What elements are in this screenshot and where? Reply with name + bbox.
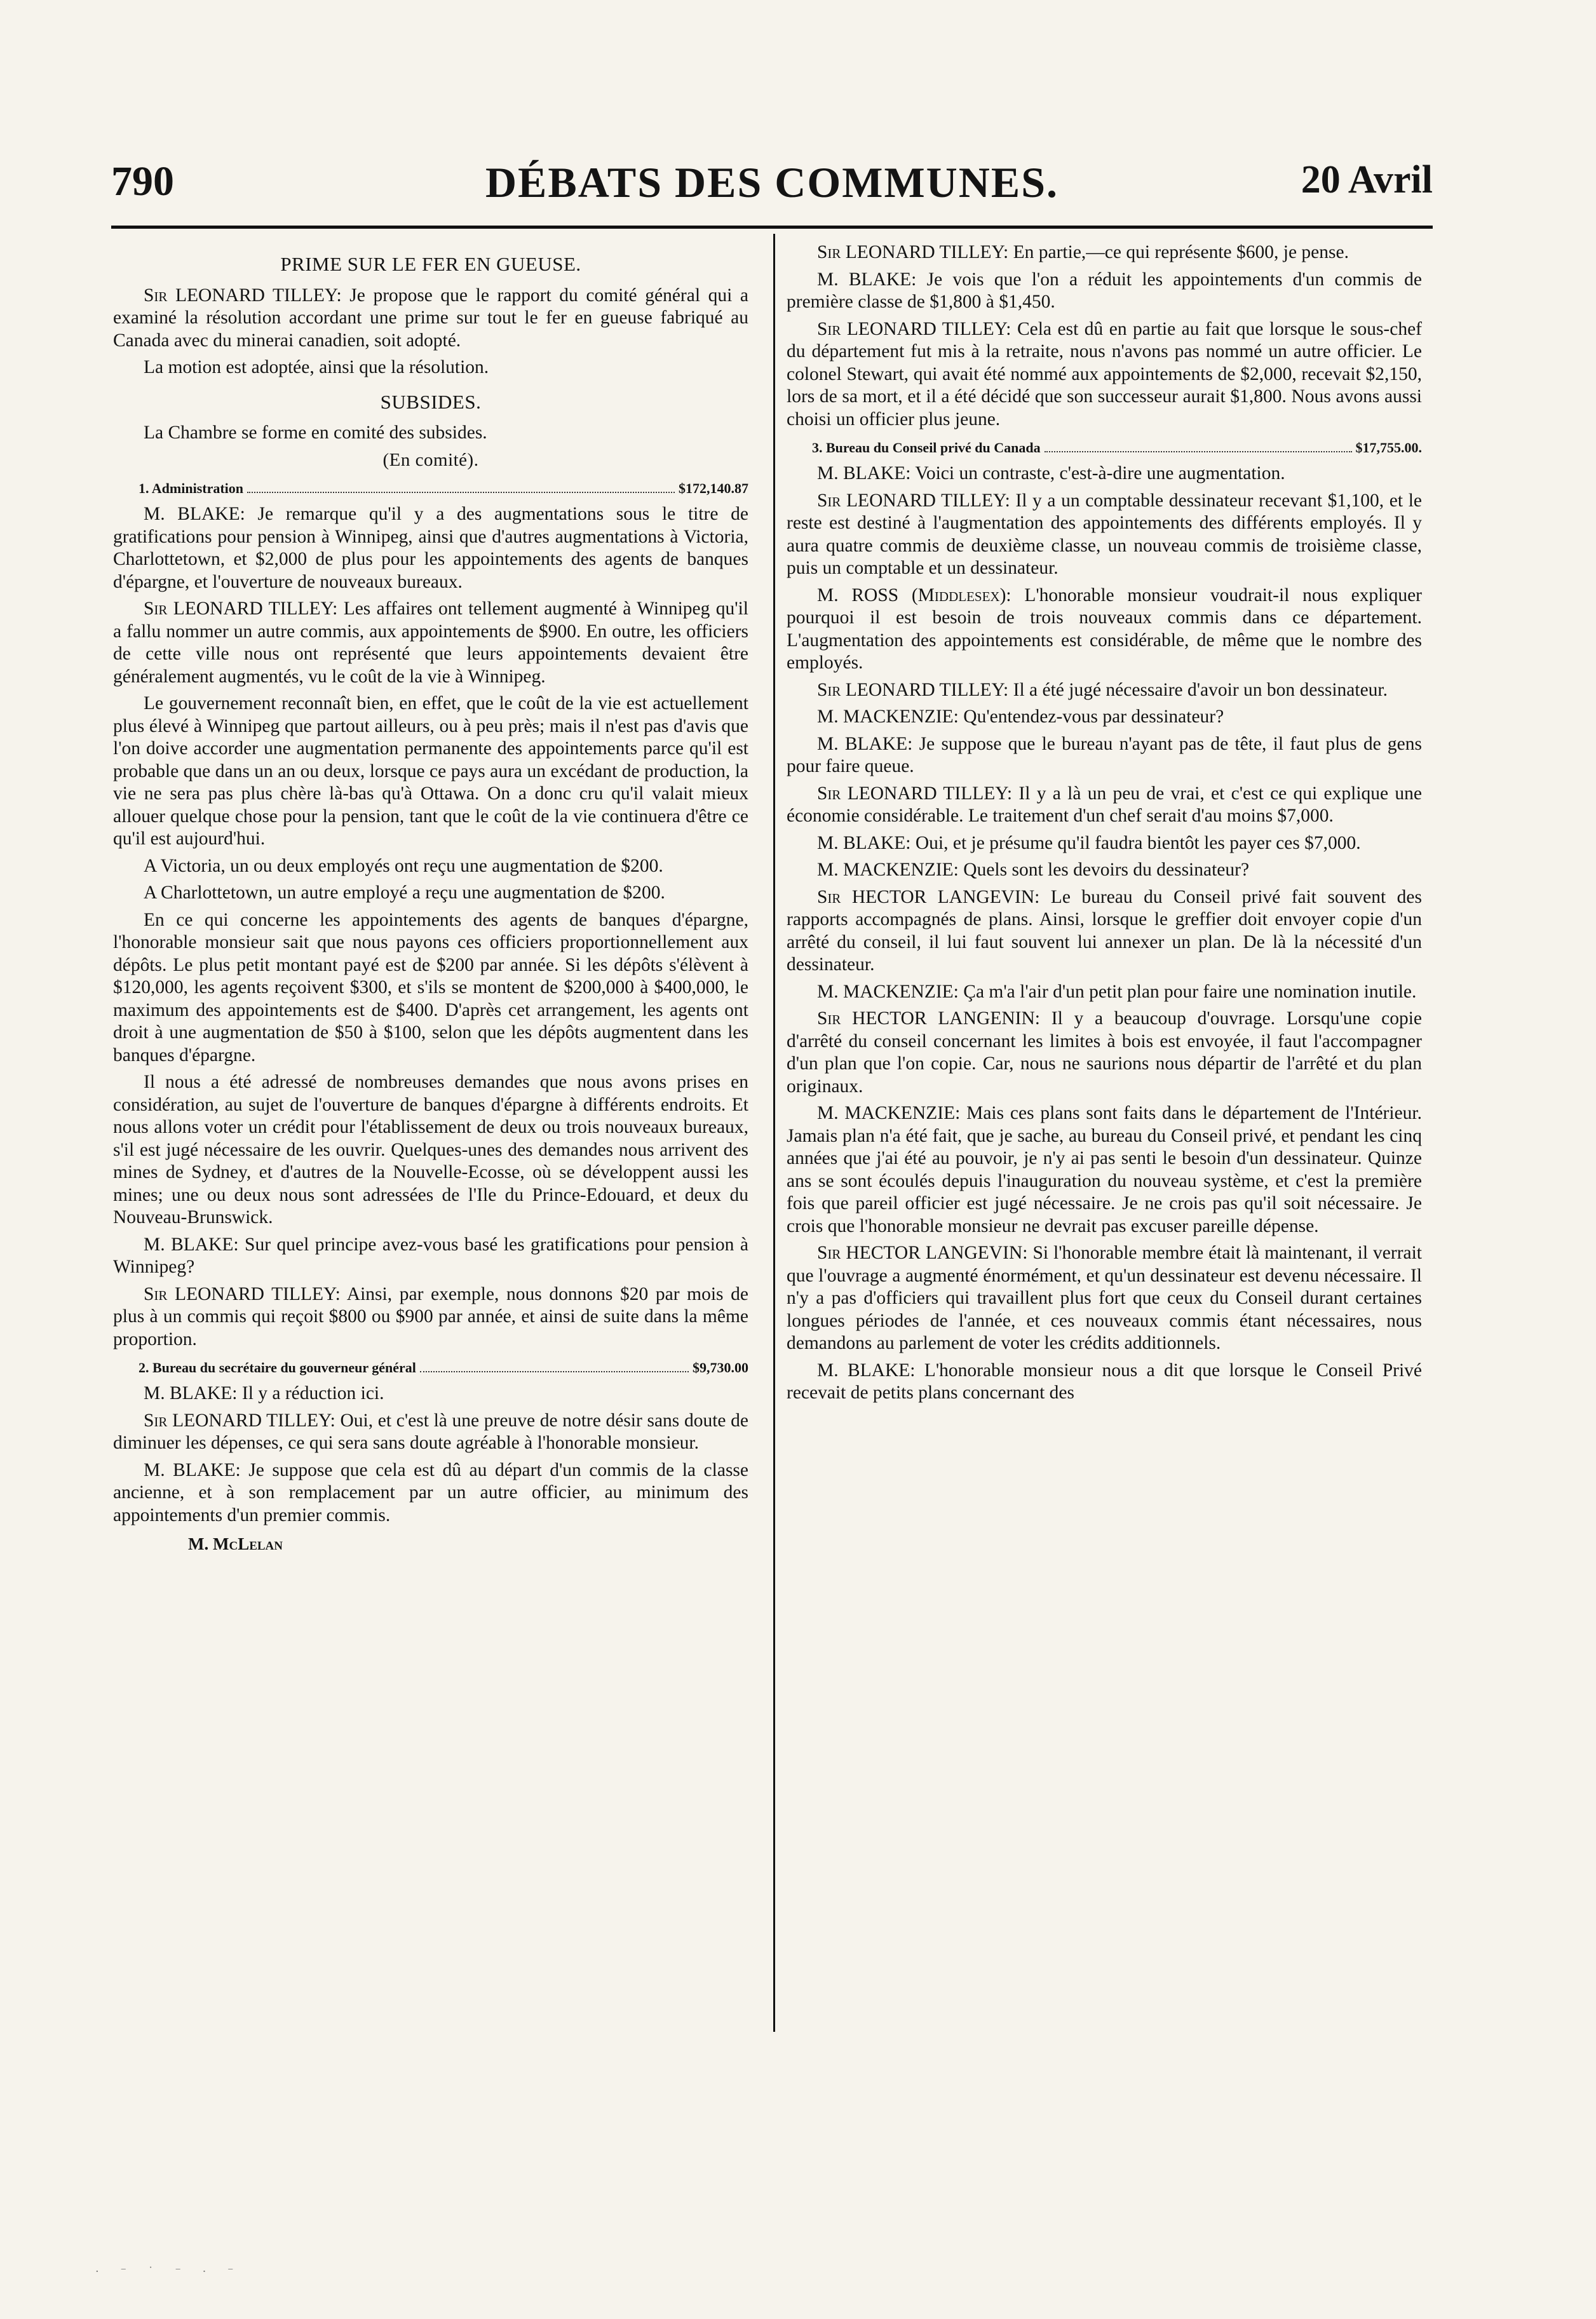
paragraph: Le gouvernement reconnaît bien, en effet, que le coût de la vie est actuellement plus élevé à Winnipeg que partout ailleurs, ou à peu près; mais il n'est pas d'avis que l'on doive accorder une augmentation permanente des appointements parce qu'il est probable que dans un an ou deux, lorsque ce pays aura un excédant de production, la vie ne sera pas plus chère là-bas qu'à Ottawa. On a donc cru qu'il valait mieux allouer quelque chose pour la pension, tant que le coût de la vie continuera d'être ce qu'il est aujourd'hui. (113, 693, 748, 849)
speaker-name: Sir LEONARD TILLEY: (144, 285, 342, 306)
budget-item-label: 1. Administration (139, 480, 244, 496)
paragraph (113, 503, 748, 593)
speech-text: Ainsi, par exemple, nous donnons $20 par mois de plus à un commis qui reçoit $800 ou $900 par année, et ainsi de suite dans la même proportion. (113, 1283, 749, 1349)
leader-dots (1045, 438, 1352, 452)
budget-item-amount: $9,730.00 (693, 1360, 748, 1376)
speech-text: Oui, et je présume qu'il faudra bientôt les payer ces $7,000. (910, 832, 1361, 853)
paragraph (787, 783, 1422, 828)
header-rule (111, 226, 1433, 229)
speaker-name: M. BLAKE: (817, 269, 917, 290)
paragraph (113, 1410, 748, 1455)
paragraph (787, 1360, 1422, 1405)
paragraph: A Charlottetown, un autre employé a reçu une augmentation de $200. (144, 882, 665, 903)
speech-text: Il y a là un peu de vrai, et c'est ce qui explique une économie considérable. Le traitement d'un chef serait d'au moins $7,000. (787, 783, 1423, 826)
speaker-name: Sir HECTOR LANGENIN: (817, 1008, 1040, 1029)
budget-item (812, 438, 1422, 457)
speaker-name: Sir LEONARD TILLEY: (817, 242, 1009, 262)
paragraph (787, 886, 1422, 977)
speech-text: En partie,—ce qui représente $600, je pense. (1008, 242, 1349, 262)
speaker-name: Sir LEONARD TILLEY: (817, 679, 1009, 700)
page-number: 790 (111, 158, 174, 205)
speech-text: Il y a un comptable dessinateur recevant $1,100, et le reste est destiné à l'augmentation des appointements des différents employés. Il y aura quatre commis de deuxième classe, un nouveau commis de troisième classe, puis un comptable et un dessinateur. (787, 490, 1422, 578)
speech-text: L'honorable monsieur nous a dit que lorsque le Conseil Privé recevait de petits plans concernant des (787, 1360, 1423, 1403)
speaker-name: Sir LEONARD TILLEY: (144, 1283, 341, 1304)
page-title: DÉBATS DES COMMUNES. (485, 158, 1059, 206)
speech-text: Il y a beaucoup d'ouvrage. Lorsqu'une copie d'arrêté du conseil concernant les limites à bois est envoyée, il faut l'accompagner d'un plan que l'on copie. Car, nous ne saurions nous départir de l'arrêté et du plan originaux. (787, 1008, 1423, 1097)
speech-text: Sur quel principe avez-vous basé les gratifications pour pension à Winnipeg? (113, 1234, 748, 1277)
paragraph (787, 859, 1422, 882)
speaker-name: M. BLAKE: (817, 832, 911, 853)
speaker-name: M. MACKENZIE: (817, 707, 959, 727)
paragraph (787, 318, 1422, 431)
paragraph: Il nous a été adressé de nombreuses demandes que nous avons prises en considération, au sujet de l'ouverture de banques d'épargne à différents endroits. Et nous allons voter un crédit pour l'établissement de deux ou trois nouveaux bureaux, s'il est jugé nécessaire de les ouvrir. Quelques-unes des demandes nous arrivent des mines de Sydney, et d'autres de la Nouvelle-Ecosse, où se développent aussi les mines; une ou deux nous sont adressées de l'Ile du Prince-Edouard, et deux du Nouveau-Brunswick. (113, 1072, 748, 1227)
speaker-name: Sir HECTOR LANGEVIN: (817, 1243, 1028, 1263)
speech-text: L'honorable monsieur voudrait-il nous expliquer pourquoi il est besoin de trois nouveaux commis dans ce département. L'augmentation des appointements est considérable, de même que le nombre des employés. (787, 585, 1422, 673)
page-header (111, 158, 1433, 221)
speaker-name: Sir LEONARD TILLEY: (144, 598, 338, 619)
speech-text: Je suppose que cela est dû au départ d'un commis de la classe ancienne, et à son remplacement par un autre officier, au minimum des appointements d'un premier commis. (113, 1459, 748, 1525)
leader-dots (247, 479, 675, 493)
paragraph (113, 1383, 748, 1405)
speech-text: Qu'entendez-vous par dessinateur? (958, 707, 1224, 727)
speaker-name: M. BLAKE: (144, 504, 245, 524)
speech-text: Ça m'a l'air d'un petit plan pour faire une nomination inutile. (958, 981, 1417, 1002)
speech-text: Oui, et c'est là une preuve de notre désir sans doute de diminuer les dépenses, ce qui sera sans doute agréable à l'honorable monsieur. (113, 1410, 748, 1453)
speech-text: Voici un contraste, c'est-à-dire une augmentation. (910, 463, 1285, 483)
paragraph (787, 269, 1422, 314)
print-specks: · ⁻ ˙ ⁻ · ⁻ (95, 2265, 243, 2278)
speaker-name: M. BLAKE: (144, 1234, 239, 1255)
speaker-name: Sir LEONARD TILLEY: (817, 318, 1011, 339)
speech-text: Les affaires ont tellement augmenté à Winnipeg qu'il a fallu nommer un autre commis, aux appointements de $900. En outre, les officiers de cette ville nous ont représenté que leurs appointements devaient être généralement augmentés, vu le coût de la vie à Winnipeg. (113, 598, 748, 687)
budget-item-label: 2. Bureau du secrétaire du gouverneur général (139, 1360, 416, 1376)
speaker-name: M. BLAKE: (817, 733, 913, 754)
paragraph (113, 598, 748, 688)
paragraph (787, 241, 1422, 264)
left-column (113, 241, 748, 1556)
catchword: M. McLelan (188, 1534, 283, 1553)
speech-text: Je vois que l'on a réduit les appointements d'un commis de première classe de $1,800 à $1,450. (787, 269, 1422, 312)
paragraph (787, 706, 1422, 729)
paragraph (113, 285, 748, 353)
speech-text: Je remarque qu'il y a des augmentations sous le titre de gratifications pour pension à Winnipeg, ainsi que d'autres augmentations à Victoria, Charlottetown, et $2,000 de plus pour les appointements des agents de banques d'épargne, et l'ouverture de nouveaux bureaux. (113, 504, 748, 592)
speech-text: Cela est dû en partie au fait que lorsque le sous-chef du département fut mis à la retraite, nous n'avons pas nommé un autre officier. Le colonel Stewart, qui avait été nommé aux appointements de $2,000, recevait $2,150, lors de sa mort, et il a été décidé que son successeur aurait $1,800. Nous avons aussi choisi un officier plus jeune. (787, 318, 1423, 429)
speaker-name: M. MACKENZIE: (817, 1103, 961, 1123)
paragraph: La motion est adoptée, ainsi que la résolution. (144, 357, 489, 377)
speaker-name: M. BLAKE: (817, 463, 911, 483)
paragraph: La Chambre se forme en comité des subsides. (144, 423, 487, 443)
speaker-name: Sir HECTOR LANGEVIN: (817, 886, 1040, 907)
speaker-name: M. BLAKE: (817, 1360, 916, 1381)
speaker-name: M. MACKENZIE: (817, 860, 959, 880)
budget-item (139, 479, 748, 498)
speech-text: Il a été jugé nécessaire d'avoir un bon dessinateur. (1008, 679, 1388, 700)
paragraph (113, 1459, 748, 1527)
page-date: 20 Avril (1301, 158, 1433, 201)
speaker-name: M. BLAKE: (144, 1383, 238, 1403)
right-column (787, 241, 1422, 1409)
speaker-name: M. BLAKE: (144, 1459, 241, 1480)
speaker-name: Sir LEONARD TILLEY: (144, 1410, 335, 1431)
speech-text: Quels sont les devoirs du dessinateur? (958, 860, 1250, 880)
leader-dots (420, 1358, 689, 1372)
paragraph (787, 679, 1422, 702)
paragraph (787, 733, 1422, 778)
paragraph (787, 463, 1422, 485)
speech-text: Mais ces plans sont faits dans le département de l'Intérieur. Jamais plan n'a été fait, que je sache, au bureau du Conseil privé, et pendant les cinq années que j'ai été au pouvoir, je n'y ai pas senti le besoin d'un dessinateur. Quinze ans se sont écoulés depuis l'inauguration du nouveau système, et c'est la première fois que pareil officier est jugé nécessaire. Je ne crois pas qu'il soit nécessaire. Je crois que l'honorable monsieur ne devrait pas excuser pareille dépense. (787, 1103, 1422, 1236)
paragraph (787, 1008, 1422, 1098)
budget-item (139, 1358, 748, 1377)
section-heading-subsides: SUBSIDES. (380, 390, 482, 413)
speech-text: Si l'honorable membre était là maintenant, il verrait que l'ouvrage a augmenté énormément, et qu'un dessinateur est devenu nécessaire. Il n'y a pas d'officiers qui travaillent plus fort que ceux du Conseil durant certaines longues périodes de l'année, et ces nouveaux commis étant nécessaires, nous demandons au parlement de voter les crédits additionnels. (787, 1243, 1422, 1353)
paragraph (787, 832, 1422, 855)
paragraph (787, 1102, 1422, 1238)
paragraph (787, 1242, 1422, 1355)
speech-text: Je propose que le rapport du comité général qui a examiné la résolution accordant une prime sur tout le fer en gueuse fabriqué au Canada avec du minerai canadien, soit adopté. (113, 285, 749, 351)
paragraph (113, 1283, 748, 1351)
budget-item-label: 3. Bureau du Conseil privé du Canada (812, 440, 1041, 456)
budget-item-amount: $172,140.87 (679, 480, 748, 496)
paragraph: En ce qui concerne les appointements des agents de banques d'épargne, l'honorable monsieur sait que nous payons ces officiers proportionnellement aux dépôts. Le plus petit montant payé est de $200 par année. Si les dépôts s'élèvent à $120,000, les agents reçoivent $300, et s'ils se montent de $200,000 à $400,000, le maximum des appointements est de $400. D'après cet arrangement, les agents ont droit à une augmentation de $50 à $100, selon que les dépôts augmentent dans les banques d'épargne. (113, 909, 748, 1065)
column-divider (773, 234, 775, 2032)
paragraph (787, 981, 1422, 1004)
paragraph: A Victoria, un ou deux employés ont reçu une augmentation de $200. (144, 855, 663, 876)
paragraph (787, 585, 1422, 675)
speaker-name: Sir LEONARD TILLEY: (817, 783, 1013, 804)
section-heading-prime: PRIME SUR LE FER EN GUEUSE. (280, 253, 581, 275)
paragraph (787, 490, 1422, 580)
paragraph (113, 1234, 748, 1279)
speaker-name: Sir LEONARD TILLEY: (817, 490, 1010, 511)
speech-text: Le bureau du Conseil privé fait souvent des rapports accompagnés de plans. Ainsi, lorsque le greffier doit envoyer copie d'un arrêté du conseil, il lui faut souvent lui annexer un plan. De là la nécessité d'un dessinateur. (787, 886, 1422, 975)
speech-text: Je suppose que le bureau n'ayant pas de tête, il faut plus de gens pour faire queue. (787, 733, 1422, 776)
budget-item-amount: $17,755.00. (1355, 440, 1422, 456)
speaker-name: M. ROSS (Middlesex): (817, 585, 1011, 605)
committee-note: (En comité). (382, 449, 479, 470)
speech-text: Il y a réduction ici. (237, 1383, 384, 1403)
speaker-name: M. MACKENZIE: (817, 981, 959, 1002)
